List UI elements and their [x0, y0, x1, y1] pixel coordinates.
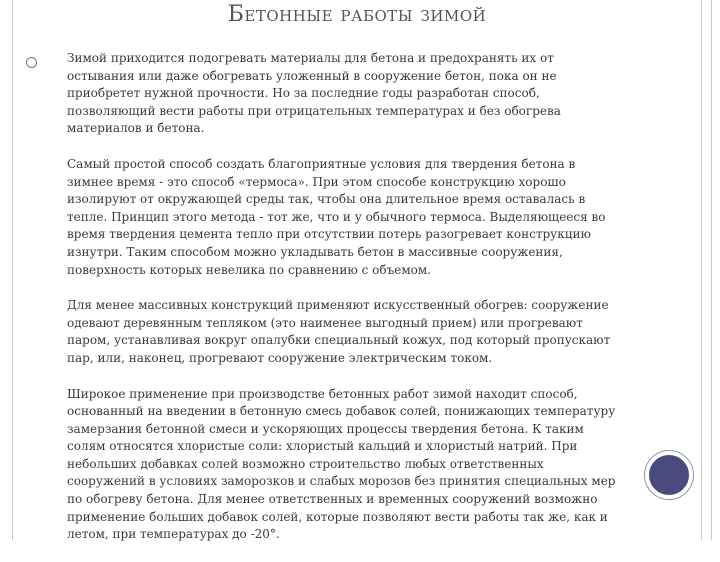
paragraph [67, 297, 667, 367]
text-line: основанный на введении в бетонную смесь добавок солей, понижающих температуру [67, 404, 616, 419]
text-line: изнутри. Таким способом можно укладывать бетон в массивные сооружения, [67, 244, 563, 259]
text-line: применение больших добавок солей, которые позволяют вести работы так же, как и [67, 509, 608, 524]
text-line: одевают деревянным тепляком (это наименее выгодный прием) или прогревают [67, 315, 583, 330]
text-line: материалов и бетона. [67, 121, 205, 136]
frame-right-bar [701, 0, 712, 540]
slide-title: Бетонные работы зимой [227, 2, 487, 27]
paragraph [67, 386, 667, 544]
text-line: Для менее массивных конструкций применяют искусственный обогрев: сооружение [67, 298, 609, 313]
paragraph [67, 50, 667, 138]
text-line: Самый простой способ создать благоприятные условия для твердения бетона в [67, 156, 576, 171]
bullet-circle-icon [26, 57, 37, 68]
text-line: время твердения цемента тепло при отсутствии потерь разогревает конструкцию [67, 227, 591, 242]
text-line: поверхность которых невелика по сравнению с объемом. [67, 262, 432, 277]
text-line: тепле. Принцип этого метода - тот же, что и у обычного термоса. Выделяющееся во [67, 209, 606, 224]
text-line: замерзания бетонной смеси и ускоряющих процессы твердения бетона. К таким [67, 421, 584, 436]
text-line: приобретет нужной прочности. Но за последние годы разработан способ, [67, 86, 540, 101]
text-line: небольших добавках солей возможно строительство любых ответственных [67, 456, 544, 471]
content-body [67, 50, 667, 562]
text-line: пар, или, наконец, прогревают сооружение электрическим током. [67, 350, 493, 365]
text-line: позволяющий вести работы при отрицательных температурах и без обогрева [67, 103, 561, 118]
text-line: Широкое применение при производстве бетонных работ зимой находит способ, [67, 386, 578, 401]
text-line: остывания или даже обогревать уложенный в сооружение бетон, пока он не [67, 68, 557, 83]
paragraph [67, 156, 667, 279]
text-line: изолируют от окружающей среды так, чтобы она длительное время оставалась в [67, 192, 586, 207]
text-line: паром, устанавливая вокруг опалубки специальный кожух, под который пропускают [67, 333, 611, 348]
text-line: летом, при температурах до -20°. [67, 527, 280, 542]
text-line: солям относятся хлористые соли: хлористый кальций и хлористый натрий. При [67, 439, 578, 454]
text-line: зимнее время - это способ «термоса». При этом способе конструкцию хорошо [67, 174, 566, 189]
frame-left-line [12, 0, 13, 540]
decorative-circle-icon [645, 451, 693, 499]
text-line: по обогреву бетона. Для менее ответственных и временных сооружений возможно [67, 492, 598, 507]
text-line: Зимой приходится подогревать материалы для бетона и предохранять их от [67, 51, 554, 65]
text-line: сооружений в условиях заморозков и слабых морозов без принятия специальных мер [67, 474, 616, 489]
